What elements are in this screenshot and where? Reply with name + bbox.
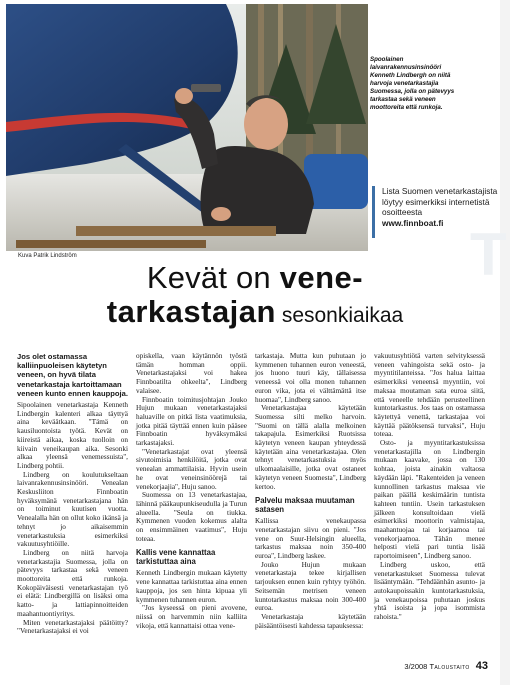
photo-credit: Kuva Patrik Lindström [18,253,77,259]
paragraph: Osto- ja myyntitarkastuksissa venetarkastajilla on Lindbergin mukaan kaavake, jossa on 130 kohtaa, joista ainakin valtaosa käydään läpi. "Rakenteiden ja veneen kunnollinen tarkastus maksaa vie paikan päällä keskimäärin tuntista kahteen tuntiin. Usein tarkastuksen jälkeen konsultoidaan vielä esimerkiksi moottorin valmistajaa, maahantuojaa tai korjaamoa tai venekorjaamoa. Tähän menee helposti vielä pari tuntia lisää raportoimiseen", Lindberg sanoo. [374,439,485,561]
paragraph: Sipoolainen venetarkastaja Kenneth Lindbergin kalenteri alkaa täyttyä aina keväätkaan. "Tämä on kausiluontoista työtä. Kevät on kiireistä aikaa, koska tuolloin on kiivain veneikaupan aika. Sesonki alkaa yleensä venemessuista", Lindberg pohtii. [17,401,128,470]
paragraph: Kenneth Lindbergin mukaan käytetty vene kannattaa tarkistuttaa aina ennen kauppoja, jos sen hinta kipuaa yli kymmenen tuhannen euron. [136,569,247,604]
issue-number: 3/2008 [404,662,428,671]
paragraph: Lindberg on niitä harvoja venetarkastajia Suomessa, jolla on pätevyys tarkastaa sekä veneen moottoreita että runkoja. Kokopäiväisesti venetarkastajan työ ei elätä: Lindbergillä on lisäksi oma katto- ja lattiapinnoitteiden maahantuontiyritys. [17,548,128,618]
article-title [0,262,510,327]
paragraph: Jouko Hujun mukaan venetarkastaja tekee kirjallisen tarjouksen ennen kuin ryhtyy työhön. Seitsemän metrisen veneen kuntotarkastus maksaa noin 300-400 euroa. [255,560,366,613]
paragraph: Venetarkastajaa käytetään Suomessa silti melko harvoin. "Suomi on tällä alalla melkoinen takapajula. Esimerkiksi Ruotsissa käytetyn veneen kaupan yhteydessä käytetään aina venetarkastajaa. Olen tehnyt venetarkastuksia myös ulkomaalaisille, jotka ovat ostaneet käytetyn veneen Suomesta", Lindberg kertoo. [255,404,366,491]
column-3 [255,352,366,652]
article-body [17,352,487,652]
title-part-2: vene- [279,260,364,295]
paragraph: Suomessa on 13 venetarkastajaa, lähinnä pääkaupunkiseudulla ja Turun alueella. "Seula on tiukka. Kymmenen vuoden kokemus alalta on ensimmäinen vaatimus", Huju toteaa. [136,491,247,543]
paragraph: Miten venetarkastajaksi päätöitty? "Venetarkastajaksi ei voi [17,618,128,636]
info-box-text: Lista Suomen venetarkastajista löytyy esimerkiksi internetistä osoitteesta [382,186,498,218]
paragraph: Finnboatin toimitusjohtajan Jouko Hujun mukaan venetarkastajaksi haluaville on pitkä lista vaatimuksia, jotka pitää täyttää ennen kuin pääsee Finnboatin hyväksymäksi tarkastajaksi. [136,395,247,448]
page-edge [500,0,510,685]
paragraph: tarkastaja. Mutta kun puhutaan jo kymmenen tuhannen euron veneestä, jos huono tuuri käy, tällaisessa veneessä voi olla monen tuhannen euron vika, jota ei välttämättä itse huomaa", Lindberg sanoo. [255,352,366,404]
paragraph: Kallissa venekaupassa venetarkastajan siivu on pieni. "Jos vene on Suur-Helsingin alueella, tarkastus maksaa noin 350-400 euroa", Lindberg laskee. [255,517,366,561]
paragraph: Venetarkastaja käytetään päisääntöisesti kahdessa tapauksessa: [255,612,366,630]
paragraph: opiskella, vaan käytännön työstä tämän homman oppii. Venetarkastajaksi voi hakea Finnboatilta ohkeelta", Lindberg valaisee. [136,352,247,395]
paragraph: "Venetarkastajat ovat yleensä sivutoimisia henkilöitä, jotka ovat venealan ammattilaisia. Hyvin usein he ovat veneinsinöörejä tai venekorjaajia", Huju sanoo. [136,447,247,491]
magazine-name: Taloustaito [429,662,470,671]
background-letter: T [470,221,507,288]
title-part-3: tarkastajan [106,294,276,329]
subheading: Kallis vene kannattaa tarkistuttaa aina [136,548,216,567]
paragraph: Lindberg on koulutukseltaan laivanrakennusinsinööri. Venealan Keskusliiton Finnboatin hyväksymänä venetarkastajana hän on toiminut kuutisen vuotta. Venealalla hän on ollut koko ikänsä ja tehnyt jo aikaisemmin venetarkastuksia esimerkiksi vakuutusyhtiöille. [17,470,128,549]
article-photo [6,4,368,251]
paragraph: "Jos kyseessä on pieni avovene, niissä on harvemmin niin kalliita vikoja, että kannattaisi ottaa vene- [136,604,247,630]
page-footer [404,660,488,672]
info-box [372,186,505,238]
column-2 [136,352,247,652]
title-part-4: sesonkiaikaa [275,304,404,327]
photo-caption: Spoolainen laivanrakennusinsinööri Kenneth Lindbergh on niitä harvoja venetarkastajia Suomessa, jolla on pätevyys tarkastaa sekä veneen moottoreita että runkoja. [370,56,455,111]
paragraph: Lindberg uskoo, että venetarkastukset Suomessa tulevat lisääntymään. "Tehdäänhän asunto- ja autokaupoissakin kuntotarkastuksia, ja venekaupoissa puhutaan joskus yhtä isoista ja jopa isommista rahoista." [374,560,485,622]
photo-illustration [6,4,368,251]
info-box-url: www.finnboat.fi [382,217,444,228]
column-1 [17,352,128,652]
paragraph: vakuutusyhtiötä varten selvityksessä veneen vahingoista sekä osto- ja myyntitilanteissa. "Jos halua laittaa esimerkiksi veneensä myyntiin, voi maksaa moutaman sata euroa siitä, että veneelle tehdään perusteellinen kuntotarkastus. Jos taas on ostamassa käytettyä venettä, tarkastajaa voi käyttää päätöksensä turvaksi", Huju toteaa. [374,352,485,439]
article-lead: Jos olet ostamassa kalliinpuoleisen käytetyn veneen, on hyvä tilata venetarkastaja kartoittamaan veneen kunto ennen kauppoja. [17,352,128,398]
page-number: 43 [475,660,488,672]
subheading: Palvelu maksaa muutaman satasen [255,496,355,515]
column-4 [374,352,485,652]
title-part-1: Kevät on [146,260,280,295]
